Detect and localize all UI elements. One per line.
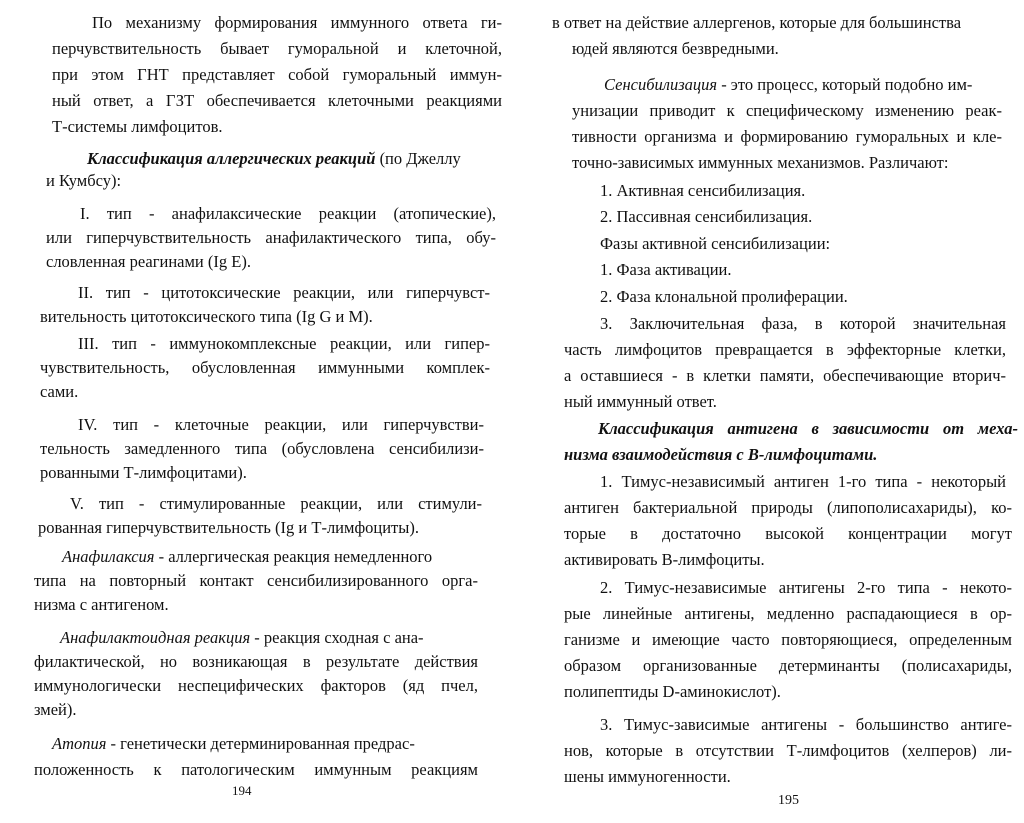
list-item: 2. Фаза клональной пролиферации. (600, 287, 848, 306)
type-2-line: II. тип - цитотоксические реакции, или гиперчувст- (78, 283, 490, 302)
anaphylaxis-line: типа на повторный контакт сенсибилизированного орга- (34, 571, 478, 590)
antigen-2-line: образом организованные детерминанты (полисахариды, (564, 656, 1012, 675)
text-line: По механизму формирования иммунного ответа ги- (92, 13, 502, 32)
type-5-line: рованная гиперчувствительность (Ig и Т-лимфоциты). (38, 518, 419, 537)
classification-heading (87, 148, 461, 170)
text-line: и Кумбсу): (46, 171, 122, 190)
antigen-2-line: полипептиды D-аминокислот). (564, 682, 781, 701)
anaphylaxis-line: низма с антигеном. (34, 595, 169, 614)
page-number: 194 (232, 783, 252, 798)
sensitization-text: - это процесс, который подобно им- (717, 75, 973, 94)
antigen-heading: Классификация антигена в зависимости от меха- (598, 419, 1018, 438)
anaphylaxis-line (62, 546, 432, 568)
heading-bold: Классификация аллергических реакций (87, 149, 376, 168)
type-4-line: рованными Т-лимфоцитами). (40, 463, 247, 482)
atopy-term: Атопия (52, 734, 107, 753)
list-item: Фазы активной сенсибилизации: (600, 234, 831, 253)
type-4-line: IV. тип - клеточные реакции, или гиперчувстви- (78, 415, 484, 434)
sensitization-line: унизации приводит к специфическому изменению реак- (572, 101, 1002, 120)
type-3-line: III. тип - иммунокомплексные реакции, или гипер- (78, 334, 490, 353)
atopy-text: - генетически детерминированная предрас- (106, 734, 415, 753)
text-line: юдей являются безвредными. (572, 39, 779, 58)
type-5-line: V. тип - стимулированные реакции, или стимули- (70, 494, 482, 513)
antigen-1-line: торые в достаточно высокой концентрации могут (564, 524, 1012, 543)
antigen-1-line: активировать В-лимфоциты. (564, 550, 765, 569)
sensitization-line: тивности организма и формированию гуморальных и кле- (572, 127, 1002, 146)
type-4-line: тельность замедленного типа (обусловлена сенсибилизи- (40, 439, 484, 458)
text-line: Т-системы лимфоцитов. (52, 117, 223, 136)
antigen-1-line: антиген бактериальной природы (липополисахариды), ко- (564, 498, 1012, 517)
sensitization-line: точно-зависимых иммунных механизмов. Различают: (572, 153, 949, 172)
antigen-2-line: 2. Тимус-независимые антигены 2-го типа - некото- (600, 578, 1012, 597)
anaphylactoid-line: иммунологически неспецифических факторов (яд пчел, (34, 676, 478, 695)
atopy-line: положенность к патологическим иммунным реакциям (34, 760, 478, 779)
list-item: 2. Пассивная сенсибилизация. (600, 207, 813, 226)
antigen-2-line: ганизме и имеющие часто повторяющиеся, определенным (564, 630, 1012, 649)
antigen-heading: низма взаимодействия с В-лимфоцитами. (564, 445, 878, 464)
type-1-line: или гиперчувствительность анафилактического типа, обу- (46, 228, 496, 247)
phase-3-line: ный иммунный ответ. (564, 392, 717, 411)
antigen-3-line: нов, которые в отсутствии Т-лимфоцитов (хелперов) ли- (564, 741, 1012, 760)
text-line: в ответ на действие аллергенов, которые для большинства (552, 13, 962, 32)
type-3-line: сами. (40, 382, 79, 401)
page-number: 195 (778, 793, 799, 808)
type-1-line: словленная реагинами (Ig E). (46, 252, 251, 271)
type-2-line: вительность цитотоксического типа (Ig G и M). (40, 307, 373, 326)
list-item: 1. Активная сенсибилизация. (600, 181, 806, 200)
anaphylaxis-term: Анафилаксия (62, 547, 155, 566)
anaphylactoid-line: филактической, но возникающая в результате действия (34, 652, 478, 671)
anaphylactoid-text: - реакция сходная с ана- (250, 628, 424, 647)
text-line: ный ответ, а ГЗТ обеспечивается клеточными реакциями (52, 91, 502, 110)
antigen-3-line: 3. Тимус-зависимые антигены - большинство антиге- (600, 715, 1012, 734)
sensitization-term: Сенсибилизация (604, 75, 718, 94)
heading-source: (по Джеллу (375, 149, 461, 168)
type-1-line: I. тип - анафилаксические реакции (атопические), (80, 204, 496, 223)
type-3-line: чувствительность, обусловленная иммунными комплек- (40, 358, 490, 377)
text-line: перчувствительность бывает гуморальной и клеточной, (52, 39, 502, 58)
phase-3-line: часть лимфоцитов превращается в эффекторные клетки, (564, 340, 1006, 359)
phase-3-line: 3. Заключительная фаза, в которой значительная (600, 314, 1006, 333)
sensitization-line (604, 74, 972, 96)
antigen-1-line: 1. Тимус-независимый антиген 1-го типа - некоторый (600, 472, 1006, 491)
right-page (512, 0, 1024, 823)
anaphylactoid-term: Анафилактоидная реакция (60, 628, 251, 647)
atopy-line (52, 733, 415, 755)
antigen-2-line: рые линейные антигены, медленно распадающиеся в ор- (564, 604, 1012, 623)
anaphylactoid-line: змей). (34, 700, 77, 719)
text-line: при этом ГНТ представляет собой гуморальный иммун- (52, 65, 502, 84)
anaphylactoid-line (60, 627, 424, 649)
phase-3-line: а оставшиеся - в клетки памяти, обеспечивающие вторич- (564, 366, 1006, 385)
anaphylaxis-text: - аллергическая реакция немедленного (154, 547, 433, 566)
antigen-3-line: шены иммуногенности. (564, 767, 731, 786)
list-item: 1. Фаза активации. (600, 260, 732, 279)
